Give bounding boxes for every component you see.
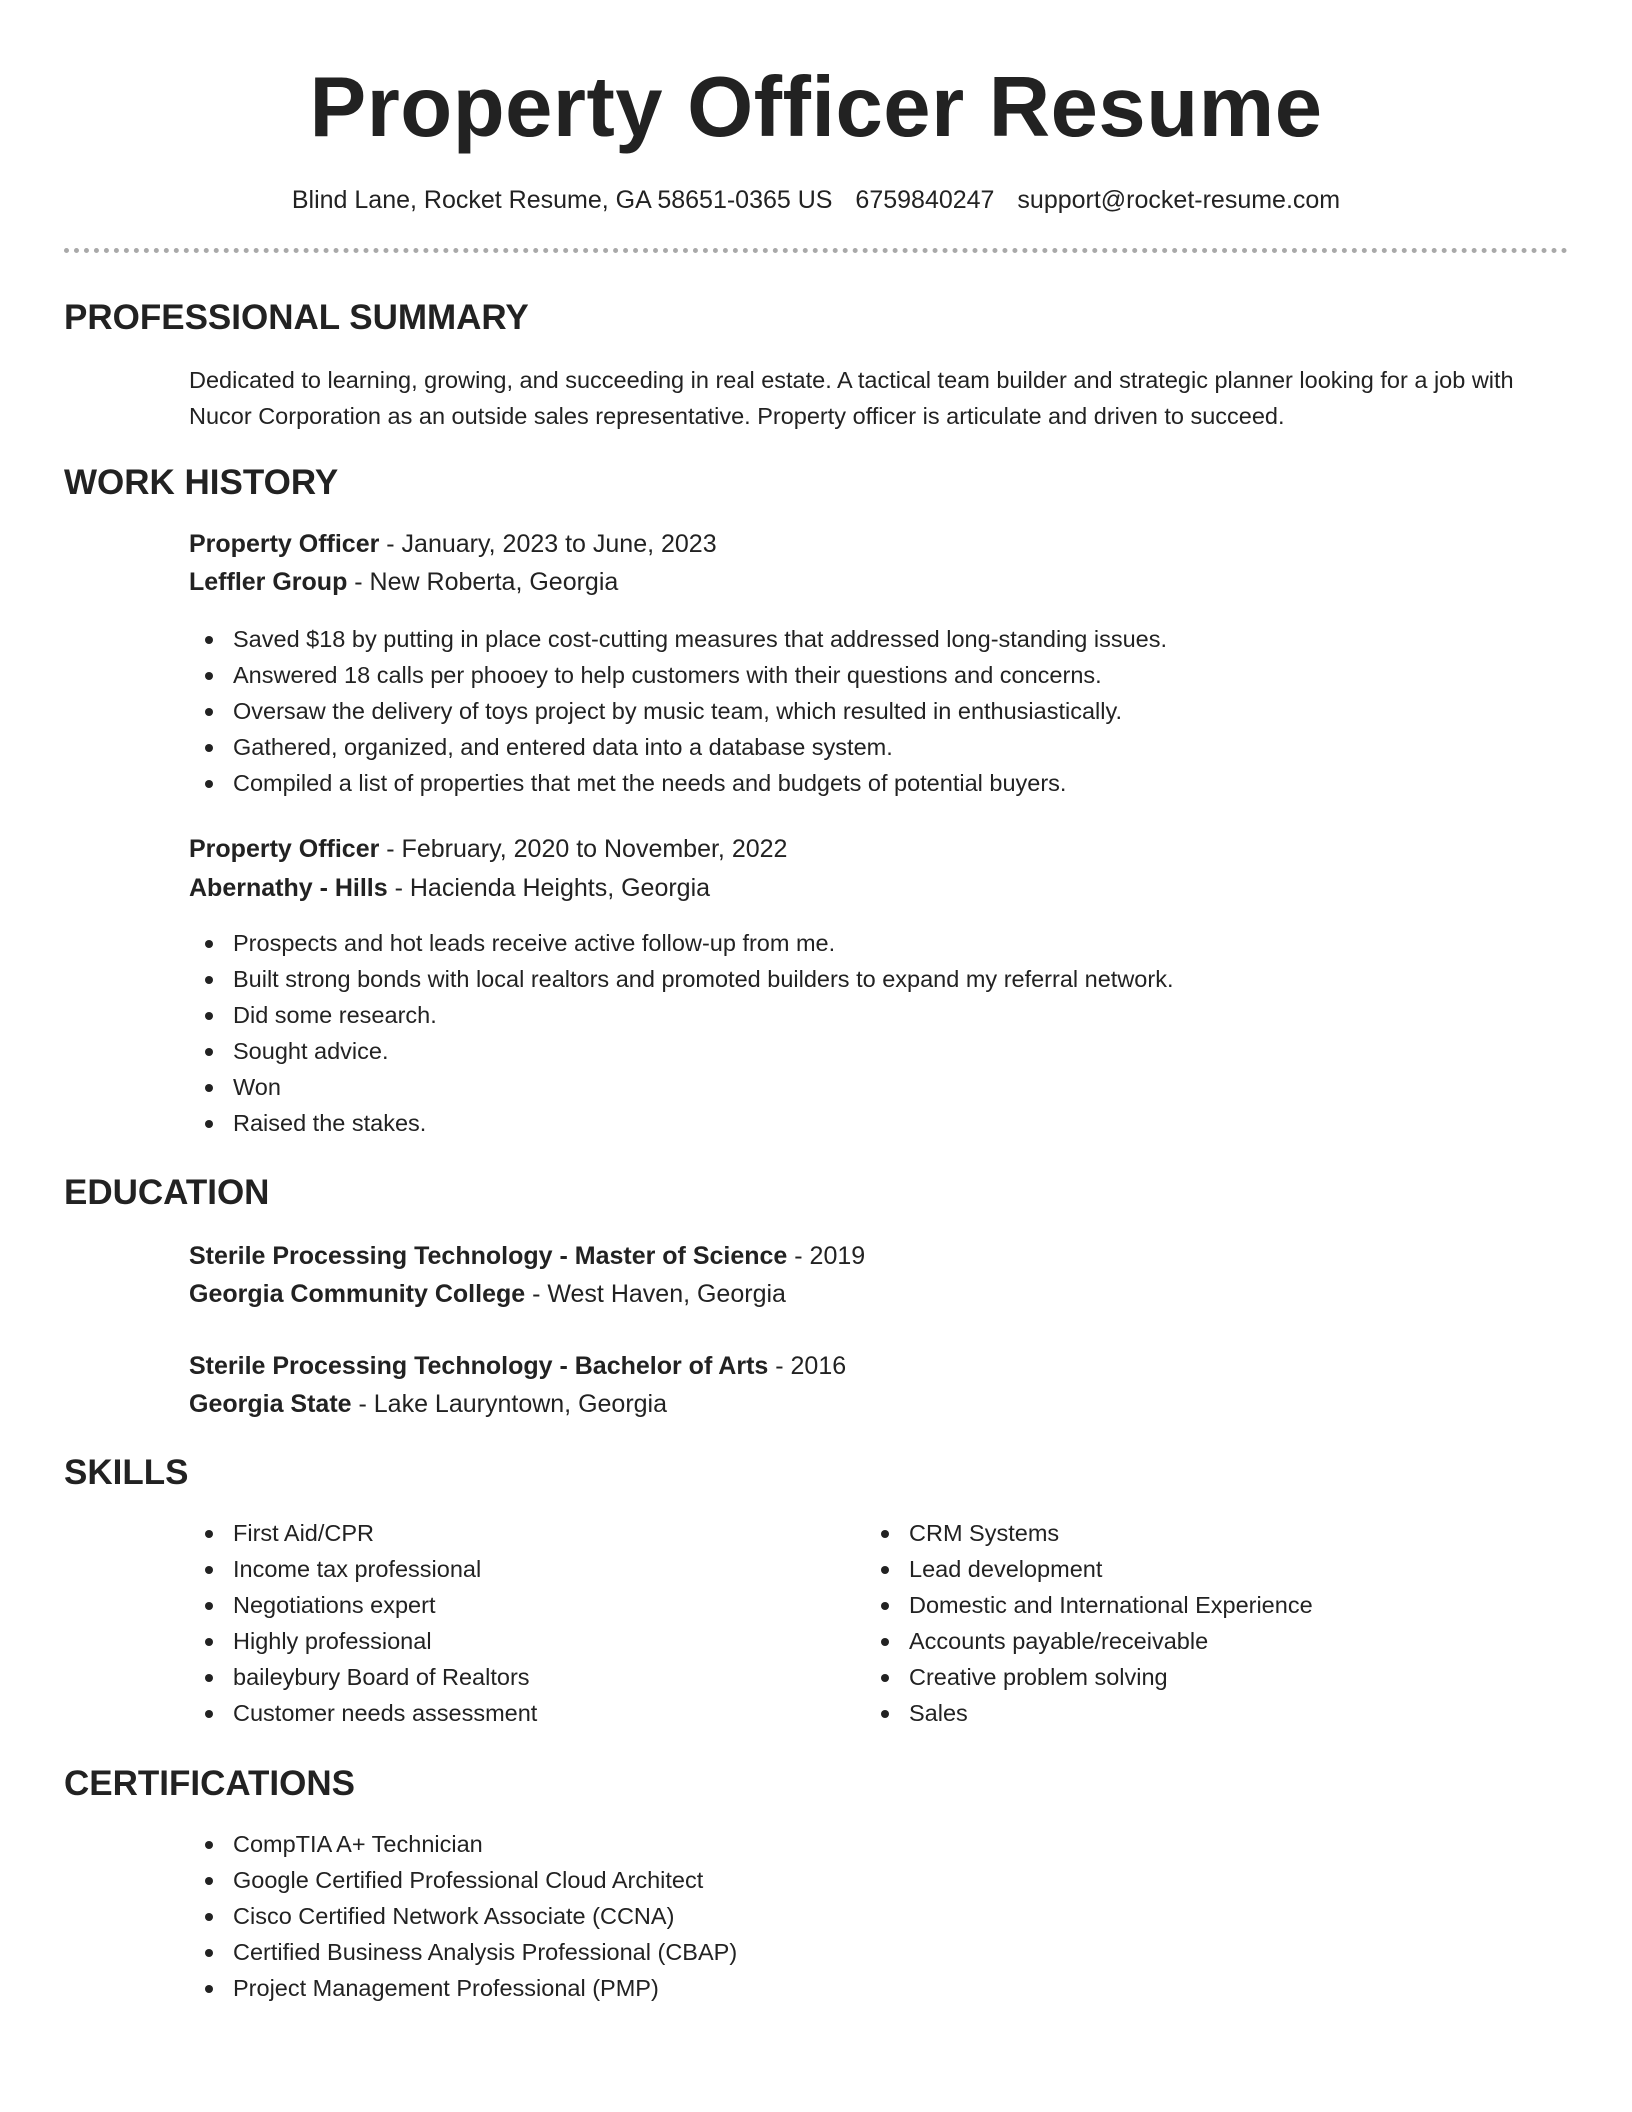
- list-item: Project Management Professional (PMP): [189, 1970, 737, 2006]
- list-item: Cisco Certified Network Associate (CCNA): [189, 1898, 737, 1934]
- list-item: Lead development: [865, 1551, 1313, 1587]
- school-line: [189, 1386, 667, 1422]
- job-location: - Hacienda Heights, Georgia: [387, 874, 711, 902]
- certifications-list: [189, 1826, 737, 2006]
- list-item: Raised the stakes.: [189, 1105, 1173, 1141]
- list-item: Prospects and hot leads receive active follow-up from me.: [189, 925, 1173, 961]
- degree-year: - 2019: [787, 1242, 866, 1270]
- list-item: Won: [189, 1069, 1173, 1105]
- list-item: Oversaw the delivery of toys project by music team, which resulted in enthusiastically.: [189, 693, 1167, 729]
- list-item: Customer needs assessment: [189, 1695, 537, 1731]
- list-item: Negotiations expert: [189, 1587, 537, 1623]
- work-history-heading: WORK HISTORY: [64, 463, 339, 502]
- list-item: Saved $18 by putting in place cost-cutting measures that addressed long-standing issues.: [189, 621, 1167, 657]
- list-item: Sales: [865, 1695, 1313, 1731]
- skills-list-right: [865, 1515, 1313, 1731]
- job-employer: Leffler Group: [189, 568, 348, 596]
- job-dates: - February, 2020 to November, 2022: [379, 835, 788, 863]
- job-bullets: [189, 621, 1167, 801]
- summary-heading: PROFESSIONAL SUMMARY: [64, 298, 529, 337]
- job-title: Property Officer: [189, 530, 380, 558]
- list-item: Domestic and International Experience: [865, 1587, 1313, 1623]
- job-dates: - January, 2023 to June, 2023: [379, 530, 717, 558]
- contact-phone[interactable]: 6759840247: [855, 186, 995, 214]
- resume-title: Property Officer Resume: [309, 60, 1323, 155]
- job-title: Property Officer: [189, 835, 380, 863]
- school-name: Georgia State: [189, 1390, 352, 1418]
- list-item: Answered 18 calls per phooey to help customers with their questions and concerns.: [189, 657, 1167, 693]
- list-item: Certified Business Analysis Professional (CBAP): [189, 1934, 737, 1970]
- school-location: - Lake Lauryntown, Georgia: [351, 1390, 668, 1418]
- list-item: Creative problem solving: [865, 1659, 1313, 1695]
- list-item: Accounts payable/receivable: [865, 1623, 1313, 1659]
- skills-list-left: [189, 1515, 537, 1731]
- education-heading: EDUCATION: [64, 1173, 270, 1212]
- list-item: Compiled a list of properties that met the needs and budgets of potential buyers.: [189, 765, 1167, 801]
- certifications-heading: CERTIFICATIONS: [64, 1764, 356, 1803]
- list-item: Built strong bonds with local realtors and promoted builders to expand my referral network.: [189, 961, 1173, 997]
- job-employer-line: [189, 870, 710, 906]
- list-item: Highly professional: [189, 1623, 537, 1659]
- degree-line: [189, 1238, 865, 1274]
- school-location: - West Haven, Georgia: [525, 1280, 786, 1308]
- list-item: Google Certified Professional Cloud Architect: [189, 1862, 737, 1898]
- list-item: Income tax professional: [189, 1551, 537, 1587]
- list-item: CRM Systems: [865, 1515, 1313, 1551]
- job-bullets: [189, 925, 1173, 1141]
- degree-name: Sterile Processing Technology - Bachelor of Arts: [189, 1352, 769, 1380]
- job-title-line: [189, 526, 717, 562]
- contact-email[interactable]: support@rocket-resume.com: [1017, 186, 1341, 214]
- school-line: [189, 1276, 786, 1312]
- summary-text: Dedicated to learning, growing, and succeeding in real estate. A tactical team builder and strategic planner looking for a job with Nucor Corporation as an outside sales representative. Property officer is articulate and driven to succeed.: [189, 367, 1514, 429]
- contact-line: [0, 182, 1632, 218]
- list-item: CompTIA A+ Technician: [189, 1826, 737, 1862]
- list-item: Did some research.: [189, 997, 1173, 1033]
- degree-year: - 2016: [768, 1352, 847, 1380]
- header-divider: [64, 248, 1568, 253]
- school-name: Georgia Community College: [189, 1280, 526, 1308]
- contact-address: Blind Lane, Rocket Resume, GA 58651-0365 US: [291, 186, 833, 214]
- list-item: Gathered, organized, and entered data into a database system.: [189, 729, 1167, 765]
- skills-heading: SKILLS: [64, 1453, 189, 1492]
- degree-line: [189, 1348, 846, 1384]
- job-employer: Abernathy - Hills: [189, 874, 388, 902]
- list-item: baileybury Board of Realtors: [189, 1659, 537, 1695]
- list-item: First Aid/CPR: [189, 1515, 537, 1551]
- degree-name: Sterile Processing Technology - Master of Science: [189, 1242, 788, 1270]
- job-employer-line: [189, 564, 618, 600]
- job-title-line: [189, 831, 787, 867]
- list-item: Sought advice.: [189, 1033, 1173, 1069]
- job-location: - New Roberta, Georgia: [347, 568, 619, 596]
